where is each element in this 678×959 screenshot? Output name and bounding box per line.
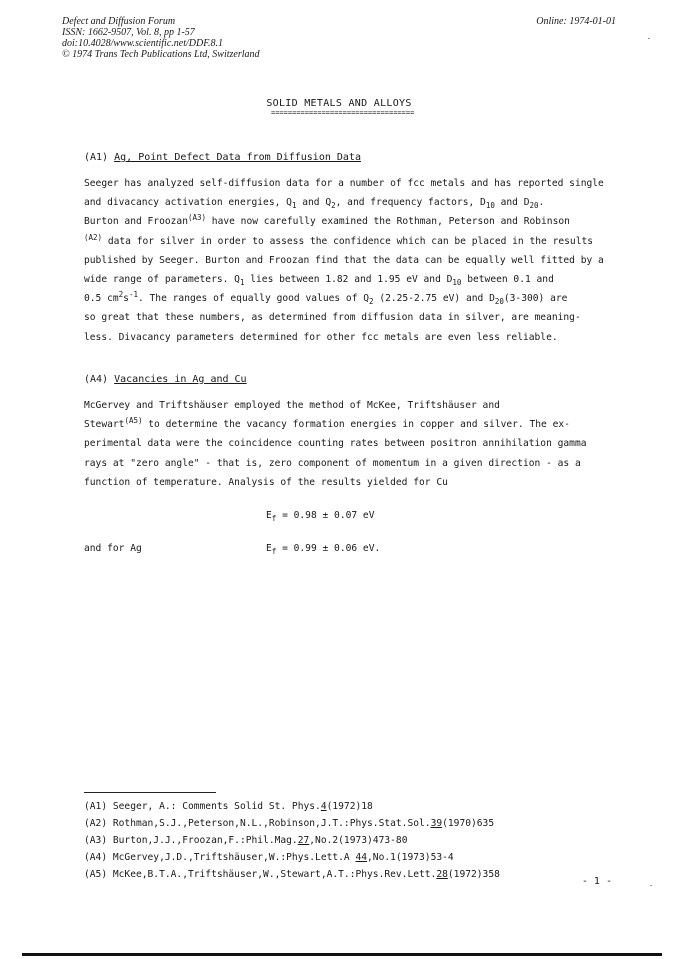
doi[interactable]: doi:10.4028/www.scientific.net/DDF.8.1 (62, 38, 224, 49)
text-line: perimental data were the coincidence counting rates between positron annihilation gamma (84, 438, 587, 450)
reference-marker[interactable]: (A5) (124, 416, 143, 425)
text-line: Burton and Froozan$^{(A3)}$ have now carefully examined the Rothman, Peterson and Robinson (84, 213, 570, 228)
footnote-item: (A2) Rothman,S.J.,Peterson,N.L.,Robinson,J.T.:Phys.Stat.Sol.39(1970)635 (84, 818, 495, 829)
text-line: published by Seeger. Burton and Froozan find that the data can be equally well fitted by a (84, 254, 604, 266)
text-line: Seeger has analyzed self-diffusion data for a number of fcc metals and has reported single (84, 178, 604, 189)
online-date: Online: 1974-01-01 (536, 16, 616, 27)
title-double-rule: ================================== (271, 111, 415, 116)
journal-name: Defect and Diffusion Forum (62, 16, 176, 27)
footnote-item: (A1) Seeger, A.: Comments Solid St. Phys.4(1972)18 (84, 801, 373, 812)
text-line: wide range of parameters. $Q_1$ lies between 1.82 and 1.95 eV and $D_{10}$ between 0.1 and (84, 273, 554, 287)
footnote-item: (A5) McKee,B.T.A.,Triftshäuser,W.,Stewart,A.T.:Phys.Rev.Lett.28(1972)358 (84, 869, 500, 880)
section-a4-paragraph (84, 396, 614, 492)
footnote-item: (A4) McGervey,J.D.,Triftshäuser,W.:Phys.Lett.A 44,No.1(1973)53-4 (84, 852, 454, 863)
section-tag: (A4) (84, 374, 109, 385)
footnotes (84, 798, 624, 883)
issn: ISSN: 1662-9507, Vol. 8, pp 1-57 (62, 27, 195, 38)
text-line: $^{(A2)}$ data for silver in order to assess the confidence which can be placed in the results (84, 232, 594, 247)
equation-cu: $E_f = 0.98 \pm 0.07$ eV (266, 510, 375, 523)
section-a1-paragraph (84, 174, 614, 347)
reference-marker[interactable]: (A2) (84, 232, 103, 242)
scan-speck (650, 885, 652, 886)
section-tag: (A1) (84, 152, 109, 163)
text-line: McGervey and Triftshäuser employed the method of McKee, Triftshäuser and (84, 400, 500, 411)
text-line: and divacancy activation energies, $Q_1$ and $Q_2$, and frequency factors, $D_{10}$ and $D_{20}$. (84, 197, 545, 211)
scan-speck (648, 38, 650, 39)
page-number: - 1 - (581, 876, 612, 887)
footnote-divider (84, 792, 216, 793)
page-title: SOLID METALS AND ALLOYS (266, 98, 412, 109)
section-title: Ag, Point Defect Data from Diffusion Data (114, 152, 361, 163)
text-line: function of temperature. Analysis of the results yielded for Cu (84, 476, 448, 488)
text-line: Stewart$^{(A5)}$ to determine the vacancy formation energies in copper and silver. The ex- (84, 416, 570, 431)
copyright: © 1974 Trans Tech Publications Ltd, Switzerland (62, 49, 260, 60)
text-line: rays at "zero angle" - that is, zero component of momentum in a given direction - as a (84, 457, 581, 469)
equation-ag: $E_f = 0.99 \pm 0.06$ eV. (266, 543, 381, 556)
text-line: 0.5 $cm^2s^{-1}$. The ranges of equally good values of $Q_2$ (2.25-2.75 eV) and $D_{20}(3-300)$ are (84, 289, 568, 307)
section-a4-heading (84, 374, 247, 385)
reference-marker[interactable]: (A3) (187, 213, 207, 223)
footnote-item: (A3) Burton,J.J.,Froozan,F.:Phil.Mag.27,No.2(1973)473-80 (84, 835, 408, 846)
text-line: less. Divacancy parameters determined for other fcc metals are even less reliable. (84, 331, 558, 343)
and-for-ag-label: and for Ag (84, 543, 142, 554)
section-title: Vacancies in Ag and Cu (114, 374, 247, 385)
citation-header (62, 16, 260, 60)
section-a1-heading (84, 152, 361, 163)
text-line: so great that these numbers, as determined from diffusion data in silver, are meaning- (84, 312, 581, 324)
bottom-rule (22, 953, 662, 956)
